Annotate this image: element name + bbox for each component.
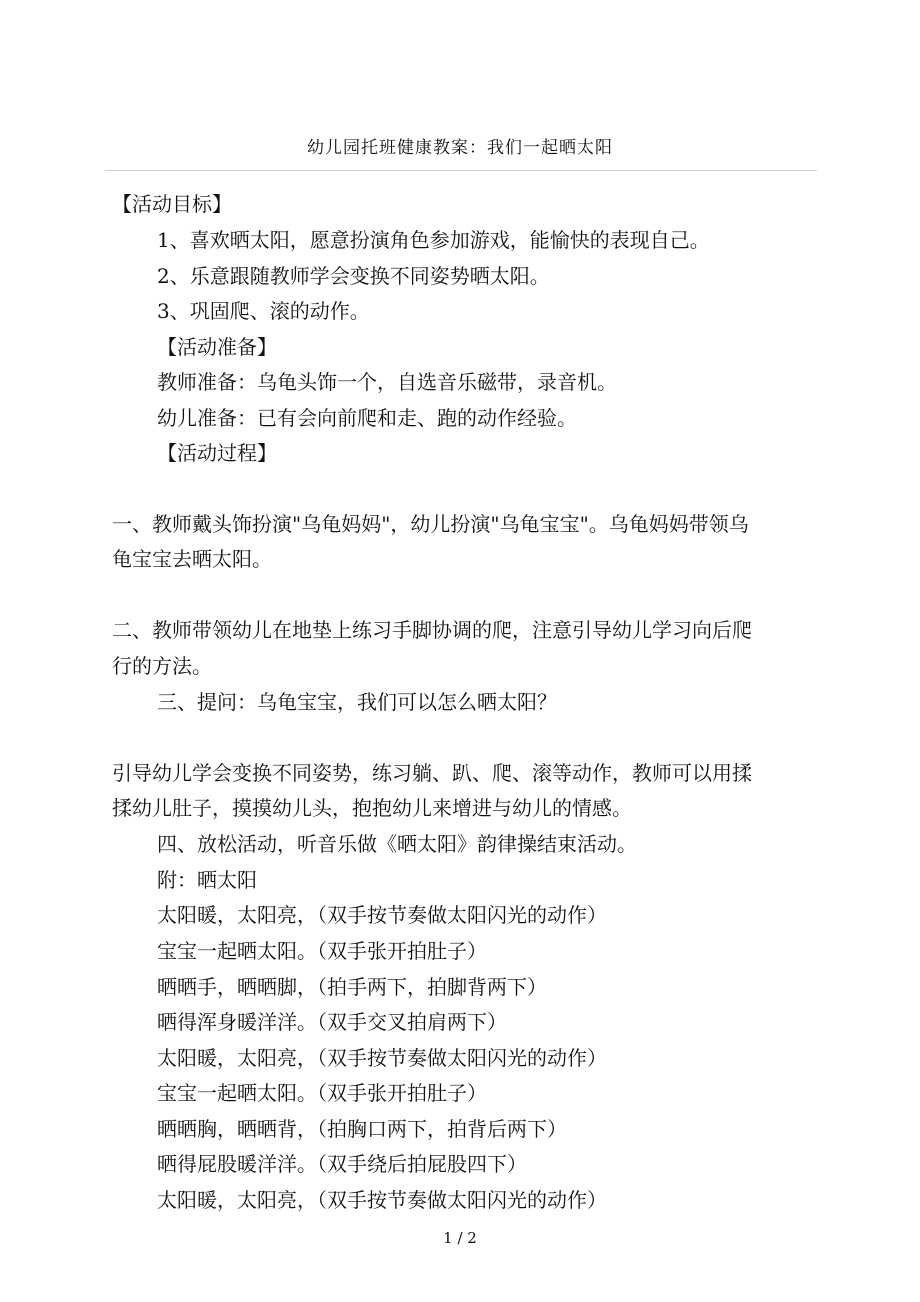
prep-teacher: 教师准备：乌龟头饰一个，自选音乐磁带，录音机。 bbox=[157, 370, 617, 394]
goals-heading: 【活动目标】 bbox=[112, 192, 232, 216]
header-divider bbox=[105, 170, 817, 171]
song-line: 太阳暖，太阳亮，（双手按节奏做太阳闪光的动作） bbox=[157, 1188, 607, 1212]
page-number: 1 / 2 bbox=[443, 1229, 477, 1247]
process-heading: 【活动过程】 bbox=[157, 441, 277, 465]
process-step-2: 二、教师带领幼儿在地垫上练习手脚协调的爬，注意引导幼儿学习向后爬 bbox=[112, 618, 752, 642]
process-step-4: 四、放松活动，听音乐做《晒太阳》韵律操结束活动。 bbox=[157, 832, 637, 856]
song-line: 晒得屁股暖洋洋。（双手绕后拍屁股四下） bbox=[157, 1152, 527, 1176]
song-line: 宝宝一起晒太阳。（双手张开拍肚子） bbox=[157, 1081, 487, 1105]
song-line: 晒得浑身暖洋洋。（双手交叉拍肩两下） bbox=[157, 1010, 507, 1034]
song-line: 宝宝一起晒太阳。（双手张开拍肚子） bbox=[157, 939, 487, 963]
goal-item: 3、巩固爬、滚的动作。 bbox=[157, 299, 370, 323]
appendix-title: 附：晒太阳 bbox=[157, 868, 257, 892]
song-line: 太阳暖，太阳亮，（双手按节奏做太阳闪光的动作） bbox=[157, 1046, 607, 1070]
process-guide: 引导幼儿学会变换不同姿势，练习躺、趴、爬、滚等动作，教师可以用揉 bbox=[112, 761, 752, 785]
prep-children: 幼儿准备：已有会向前爬和走、跑的动作经验。 bbox=[157, 406, 577, 430]
document-title: 幼儿园托班健康教案：我们一起晒太阳 bbox=[307, 138, 613, 158]
process-step-2-cont: 行的方法。 bbox=[112, 654, 212, 678]
song-line: 晒晒手，晒晒脚，（拍手两下，拍脚背两下） bbox=[157, 975, 547, 999]
goal-item: 1、喜欢晒太阳，愿意扮演角色参加游戏，能愉快的表现自己。 bbox=[157, 228, 710, 252]
song-line: 太阳暖，太阳亮，（双手按节奏做太阳闪光的动作） bbox=[157, 903, 607, 927]
process-guide-cont: 揉幼儿肚子，摸摸幼儿头，抱抱幼儿来增进与幼儿的情感。 bbox=[112, 796, 632, 820]
process-step-1-cont: 龟宝宝去晒太阳。 bbox=[112, 547, 272, 571]
song-line: 晒晒胸，晒晒背，（拍胸口两下，拍背后两下） bbox=[157, 1117, 567, 1141]
goal-item: 2、乐意跟随教师学会变换不同姿势晒太阳。 bbox=[157, 264, 550, 288]
prep-heading: 【活动准备】 bbox=[157, 335, 277, 359]
process-step-1: 一、教师戴头饰扮演"乌龟妈妈"，幼儿扮演"乌龟宝宝"。乌龟妈妈带领乌 bbox=[112, 512, 749, 536]
process-step-3: 三、提问：乌龟宝宝，我们可以怎么晒太阳？ bbox=[157, 690, 557, 714]
